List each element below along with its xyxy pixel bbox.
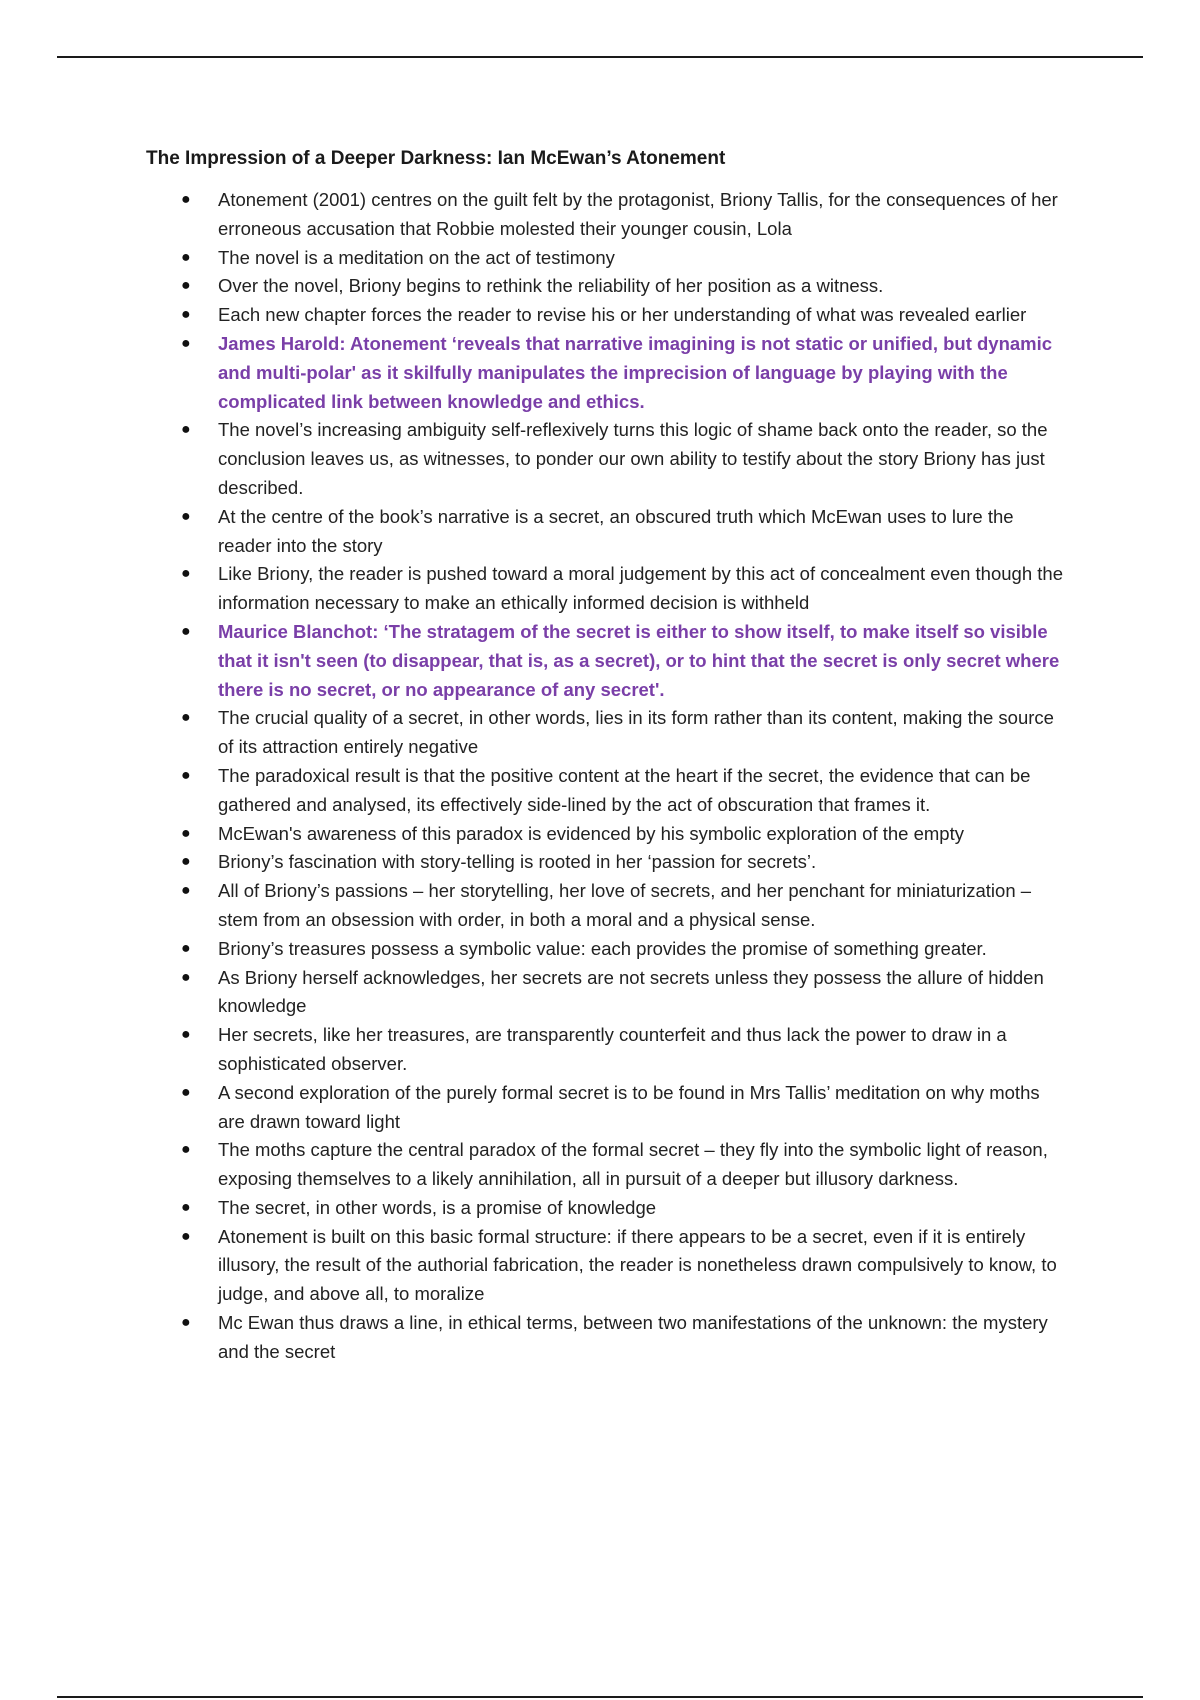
list-item-text: James Harold: Atonement ‘reveals that narrative imagining is not static or unified, but dynamic and multi-polar' as it skilfully manipulates the imprecision of language by playing with the complicated link between knowledge and ethics. <box>218 332 1053 412</box>
bullet-icon: ● <box>181 1141 191 1159</box>
list-item-text: All of Briony’s passions – her storytelling, her love of secrets, and her penchant for miniaturization – stem from an obsession with order, in both a moral and a physical sense. <box>218 880 1032 930</box>
list-item-text: A second exploration of the purely formal secret is to be found in Mrs Tallis’ meditation on why moths are drawn toward light <box>218 1081 1040 1132</box>
list-item <box>146 503 1066 561</box>
bullet-icon: ● <box>181 622 191 640</box>
list-item-text: Each new chapter forces the reader to revise his or her understanding of what was revealed earlier <box>218 304 1027 326</box>
list-item-text: The secret, in other words, is a promise of knowledge <box>218 1196 657 1218</box>
bullet-icon: ● <box>181 1026 191 1044</box>
header-rule <box>57 56 1143 58</box>
bullet-icon: ● <box>181 306 191 324</box>
list-item-text: Briony’s fascination with story-telling is rooted in her ‘passion for secrets’. <box>218 851 817 873</box>
bullet-icon: ● <box>181 191 191 208</box>
bullet-icon: ● <box>181 1198 191 1216</box>
list-item-text: The paradoxical result is that the positive content at the heart if the secret, the evidence that can be gathered and analysed, its effectively side-lined by the act of obscuration that frames it. <box>218 764 1031 815</box>
list-item <box>146 1079 1066 1137</box>
bullet-icon: ● <box>181 1314 191 1332</box>
list-item <box>146 848 1066 877</box>
bullet-icon: ● <box>181 248 191 266</box>
quote-list-item <box>146 618 1066 704</box>
list-item <box>146 762 1066 820</box>
bullet-icon: ● <box>181 507 191 525</box>
list-item <box>146 820 1066 849</box>
list-item-text: Maurice Blanchot: ‘The stratagem of the secret is either to show itself, to make itself so visible that it isn't seen (to disappear, that is, as a secret), or to hint that the secret is only secret where there is no secret, or no appearance of any secret'. <box>218 620 1060 700</box>
list-item-text: Atonement (2001) centres on the guilt felt by the protagonist, Briony Tallis, for the consequences of her erroneous accusation that Robbie molested their younger cousin, Lola <box>218 189 1058 239</box>
list-item-text: Over the novel, Briony begins to rethink the reliability of her position as a witness. <box>218 275 884 297</box>
list-item <box>146 877 1066 935</box>
list-item <box>146 935 1066 964</box>
bullet-icon: ● <box>181 853 191 871</box>
bullet-icon: ● <box>181 709 191 727</box>
list-item-text: Briony’s treasures possess a symbolic value: each provides the promise of something greater. <box>218 937 987 959</box>
quote-list-item <box>146 330 1066 416</box>
bullet-icon: ● <box>181 824 191 842</box>
bullet-icon: ● <box>181 1227 191 1245</box>
list-item-text: Mc Ewan thus draws a line, in ethical terms, between two manifestations of the unknown: the mystery and the secret <box>218 1312 1048 1362</box>
list-item <box>146 244 1066 273</box>
footer-rule <box>57 1696 1143 1698</box>
list-item <box>146 1136 1066 1194</box>
list-item-text: As Briony herself acknowledges, her secrets are not secrets unless they possess the allure of hidden knowledge <box>218 966 1044 1017</box>
list-item-text: The crucial quality of a secret, in other words, lies in its form rather than its content, making the source of its attraction entirely negative <box>218 707 1054 758</box>
list-item-text: Like Briony, the reader is pushed toward a moral judgement by this act of concealment even though the information necessary to make an ethically informed decision is withheld <box>218 563 1063 614</box>
bullet-icon: ● <box>181 421 191 439</box>
document-body <box>146 146 1066 1367</box>
bullet-icon: ● <box>181 939 191 957</box>
list-item-text: The novel is a meditation on the act of testimony <box>218 246 615 268</box>
list-item-text: Her secrets, like her treasures, are transparently counterfeit and thus lack the power to draw in a sophisticated observer. <box>218 1024 1007 1074</box>
list-item <box>146 272 1066 301</box>
list-item-text: McEwan's awareness of this paradox is evidenced by his symbolic exploration of the empty <box>218 822 964 844</box>
document-title: The Impression of a Deeper Darkness: Ian McEwan’s Atonement <box>146 148 726 169</box>
list-item <box>146 1309 1066 1367</box>
list-item <box>146 301 1066 330</box>
bullet-icon: ● <box>181 882 191 900</box>
list-item <box>146 1021 1066 1079</box>
bullet-icon: ● <box>181 766 191 784</box>
list-item-text: The moths capture the central paradox of the formal secret – they fly into the symbolic light of reason, exposing themselves to a likely annihilation, all in pursuit of a deeper but illusory darkness. <box>218 1139 1048 1190</box>
list-item-text: The novel’s increasing ambiguity self-reflexively turns this logic of shame back onto the reader, so the conclusion leaves us, as witnesses, to ponder our own ability to testify about the story Briony has just described. <box>218 419 1048 498</box>
list-item-text: At the centre of the book’s narrative is a secret, an obscured truth which McEwan uses to lure the reader into the story <box>218 505 1014 556</box>
list-item <box>146 1194 1066 1223</box>
bullet-icon: ● <box>181 968 191 986</box>
bullet-icon: ● <box>181 565 191 583</box>
bullet-list <box>146 186 1066 1367</box>
bullet-icon: ● <box>181 1083 191 1101</box>
list-item-text: Atonement is built on this basic formal structure: if there appears to be a secret, even if it is entirely illusory, the result of the authorial fabrication, the reader is nonetheless drawn compulsively to know, to judge, and above all, to moralize <box>218 1225 1057 1305</box>
list-item <box>146 560 1066 618</box>
bullet-icon: ● <box>181 277 191 295</box>
list-item <box>146 1223 1066 1309</box>
list-item <box>146 964 1066 1022</box>
list-item <box>146 186 1066 244</box>
bullet-icon: ● <box>181 334 191 352</box>
list-item <box>146 704 1066 762</box>
list-item <box>146 416 1066 502</box>
